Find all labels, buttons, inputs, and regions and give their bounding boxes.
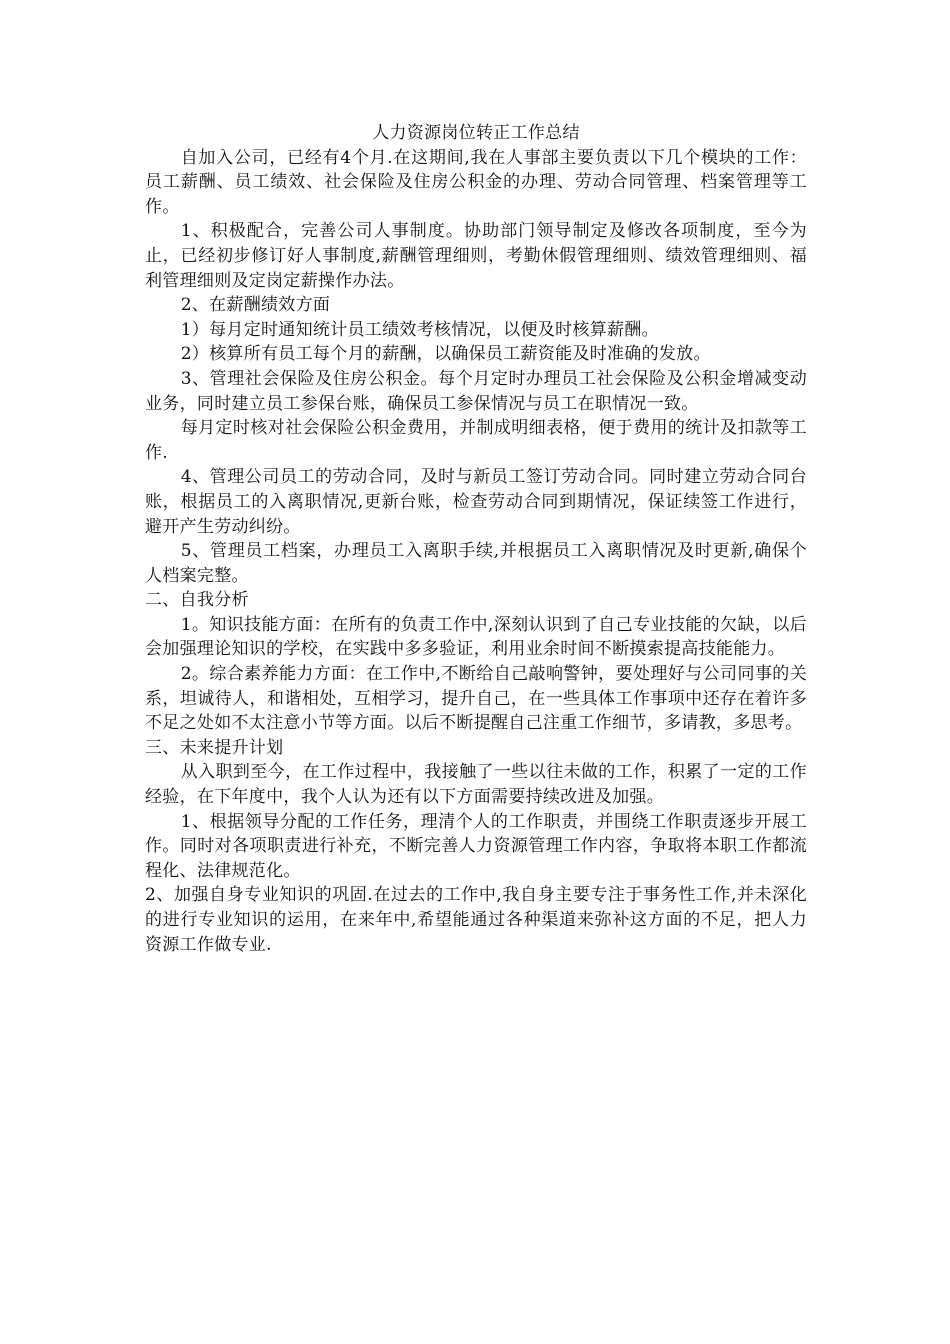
paragraph-item-1: 1、积极配合，完善公司人事制度。协助部门领导制定及修改各项制度，至今为止，已经初步修订好人事制度,薪酬管理细则，考勤休假管理细则、绩效管理细则、福利管理细则及定岗定薪操作办法。 [145, 221, 807, 291]
paragraph-item-5: 5、管理员工档案，办理员工入离职手续,并根据员工入离职情况及时更新,确保个人档案完整。 [145, 541, 807, 586]
paragraph-analysis-1: 1。知识技能方面：在所有的负责工作中,深刻认识到了自己专业技能的欠缺，以后会加强理论知识的学校，在实践中多多验证，利用业余时间不断摸索提高技能能力。 [145, 614, 807, 660]
section-heading-future-plan: 三、未来提升计划 [145, 737, 284, 758]
paragraph-item-3-cont: 每月定时核对社会保险公积金费用，并制成明细表格，便于费用的统计及扣款等工作. [145, 418, 807, 463]
paragraph-item-4: 4、管理公司员工的劳动合同，及时与新员工签订劳动合同。同时建立劳动合同台账，根据员工的入离职情况,更新台账，检查劳动合同到期情况，保证续签工作进行，避开产生劳动纠纷。 [145, 467, 807, 537]
paragraph-item-3: 3、管理社会保险及住房公积金。每个月定时办理员工社会保险及公积金增减变动业务，同时建立员工参保台账，确保员工参保情况与员工在职情况一致。 [145, 368, 807, 414]
paragraph-item-2: 2、在薪酬绩效方面 [180, 295, 331, 316]
document-body [145, 121, 807, 957]
paragraph-plan-2: 2、加强自身专业知识的巩固.在过去的工作中,我自身主要专注于事务性工作,并未深化的进行专业知识的运用，在来年中,希望能通过各种渠道来弥补这方面的不足，把人力资源工作做专业. [145, 885, 807, 955]
paragraph-intro: 自加入公司，已经有4个月.在这期间,我在人事部主要负责以下几个模块的工作：员工薪酬、员工绩效、社会保险及住房公积金的办理、劳动合同管理、档案管理等工作。 [145, 147, 807, 217]
paragraph-analysis-2: 2。综合素养能力方面：在工作中,不断给自己敲响警钟，要处理好与公司同事的关系，坦诚待人，和谐相处，互相学习，提升自己，在一些具体工作事项中还存在着许多不足之处如不太注意小节等方面。以后不断提醒自己注重工作细节，多请教，多思考。 [145, 664, 807, 734]
section-heading-self-analysis: 二、自我分析 [145, 590, 249, 611]
paragraph-item-2-2: 2）核算所有员工每个月的薪酬，以确保员工薪资能及时准确的发放。 [180, 344, 711, 365]
paragraph-item-2-1: 1）每月定时通知统计员工绩效考核情况，以便及时核算薪酬。 [180, 319, 659, 340]
paragraph-plan-1: 1、根据领导分配的工作任务，理清个人的工作职责，并围绕工作职责逐步开展工作。同时对各项职责进行补充，不断完善人力资源管理工作内容，争取将本职工作都流程化、法律规范化。 [145, 811, 807, 881]
paragraph-plan-intro: 从入职到至今，在工作过程中，我接触了一些以往未做的工作，积累了一定的工作经验，在下年度中，我个人认为还有以下方面需要持续改进及加强。 [145, 762, 807, 808]
document-title: 人力资源岗位转正工作总结 [372, 123, 580, 143]
